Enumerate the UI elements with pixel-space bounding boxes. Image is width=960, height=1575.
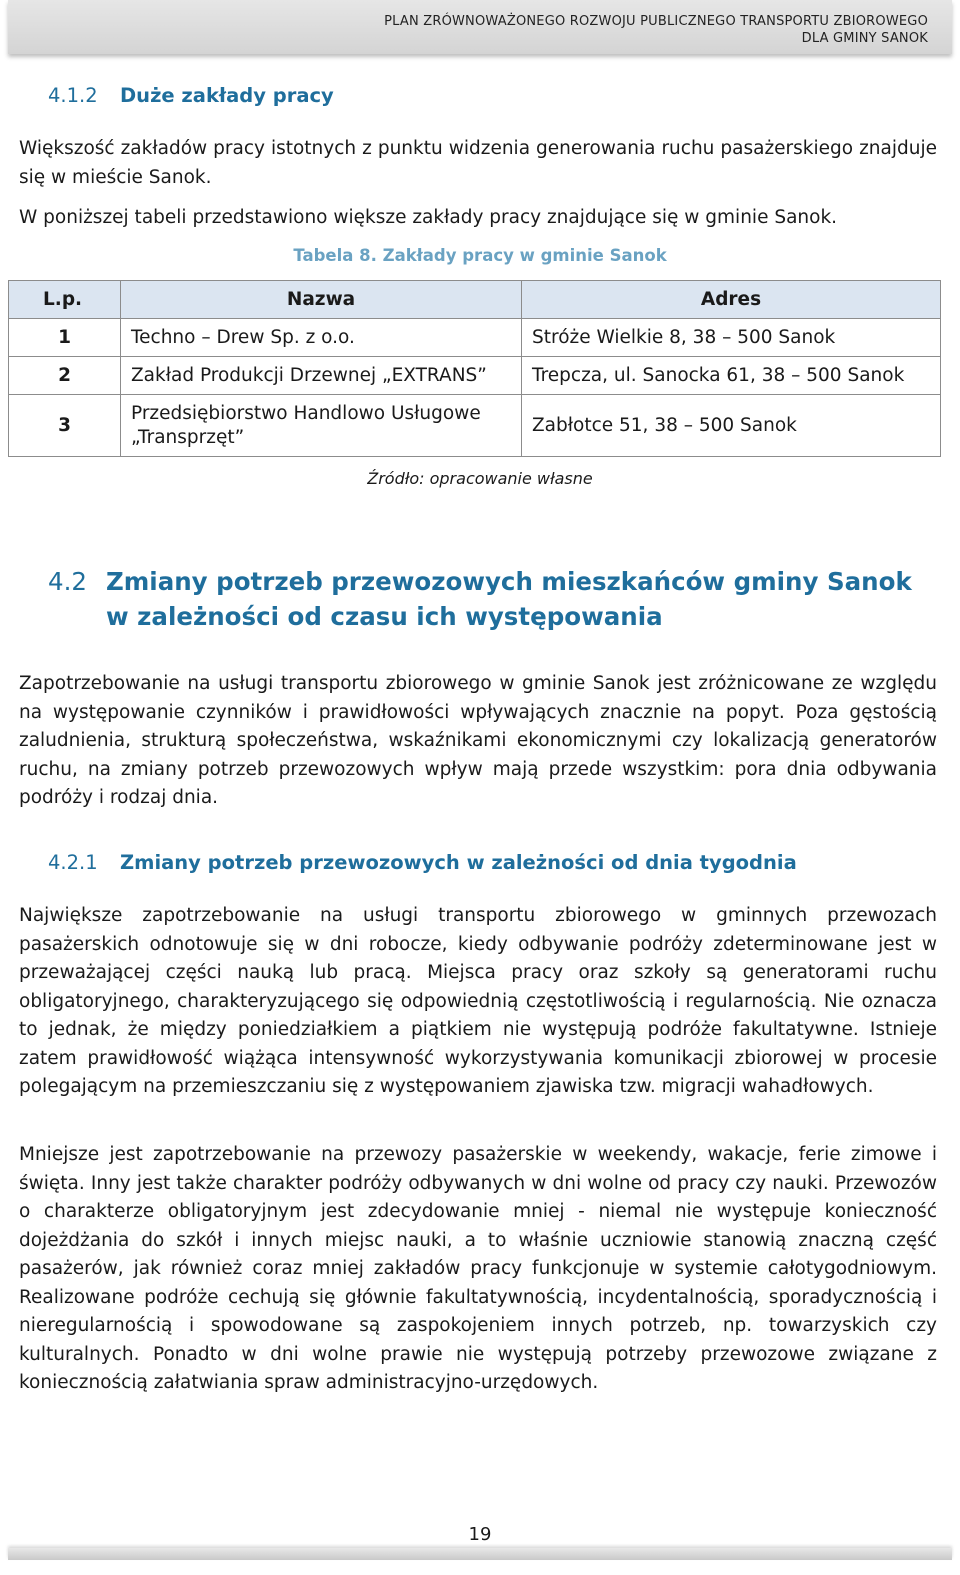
cell-address: Zabłotce 51, 38 – 500 Sanok: [522, 395, 941, 457]
header-line-2: DLA GMINY SANOK: [801, 31, 928, 46]
header-title: [384, 13, 928, 47]
table-source: Źródło: opracowanie własne: [367, 469, 593, 488]
section-title-line-1: Zmiany potrzeb przewozowych mieszkańców gminy Sanok: [106, 567, 912, 596]
cell-lp: 3: [9, 395, 121, 457]
cell-name: Przedsiębiorstwo Handlowo Usługowe „Transprzęt”: [121, 395, 522, 457]
cell-name: Zakład Produkcji Drzewnej „EXTRANS”: [121, 357, 522, 395]
cell-name: Techno – Drew Sp. z o.o.: [121, 319, 522, 357]
table-header-row: [9, 281, 941, 319]
section-heading-4-2: [48, 564, 912, 634]
cell-lp: 1: [9, 319, 121, 357]
table-caption: Tabela 8. Zakłady pracy w gminie Sanok: [293, 246, 667, 265]
paragraph-demand-variation: Zapotrzebowanie na usługi transportu zbiorowego w gminie Sanok jest zróżnicowane ze względu na występowanie czynników i prawidłowości wpływających znacznie na popyt. Poza gęstością zaludnienia, strukturą społeczeństwa, wskaźnikami ekonomicznymi czy lokalizacją generatorów ruchu, na zmiany potrzeb przewozowych wpływ mają przede wszystkim: pora dnia odbywania podróży i rodzaj dnia.: [19, 673, 937, 808]
table-row: [9, 395, 941, 457]
paragraph-intro: Większość zakładów pracy istotnych z punktu widzenia generowania ruchu pasażerskiego znajduje się w mieście Sanok.: [19, 138, 937, 188]
column-header-address: Adres: [522, 281, 941, 319]
section-title-line-2: w zależności od czasu ich występowania: [106, 602, 663, 631]
section-heading-4-2-1: [48, 851, 797, 874]
section-number: 4.1.2: [48, 84, 98, 107]
paragraph-workdays: Największe zapotrzebowanie na usługi transportu zbiorowego w gminnych przewozach pasażerskich odnotowuje się w dni robocze, kiedy odbywanie podróży zdeterminowane jest w przeważającej części nauką lub pracą. Miejsca pracy oraz szkoły są generatorami ruchu obligatoryjnego, charakteryzującego się odpowiednią częstotliwością i regularnością. Nie oznacza to jednak, że między poniedziałkiem a piątkiem nie występują podróże fakultatywne. Istnieje zatem prawidłowość wiążąca intensywność wykorzystywania komunikacji zbiorowej w procesie polegającym na przemieszczaniu się z występowaniem zjawiska tzw. migracji wahadłowych.: [19, 905, 937, 1097]
page-number: 19: [468, 1524, 492, 1545]
table-row: [9, 357, 941, 395]
page-header: [8, 0, 952, 54]
section-title: Duże zakłady pracy: [120, 84, 334, 107]
cell-lp: 2: [9, 357, 121, 395]
section-number: 4.2: [48, 567, 87, 596]
paragraph-weekends: Mniejsze jest zapotrzebowanie na przewozy pasażerskie w weekendy, wakacje, ferie zimowe i święta. Inny jest także charakter podróży odbywanych w dni wolne od pracy czy nauki. Przewozów o charakterze obligatoryjnym jest zdecydowanie mniej - niemal nie występuje konieczność dojeżdżania do szkół i innych miejsc nauki, a to właśnie uczniowie stanowią znaczną część pasażerów, jak również coraz mniej zakładów pracy funkcjonuje w systemie całotygodniowym. Realizowane podróże cechują się głównie fakultatywnością, incydentalnością, sporadycznością i nieregularnością i spowodowane są zaspokojeniem innych potrzeb, np. towarzyskich czy kulturalnych. Ponadto w dni wolne prawie nie występują potrzeby przewozowe związane z koniecznością załatwiania spraw administracyjno-urzędowych.: [19, 1144, 937, 1393]
workplaces-table: [8, 280, 941, 457]
table-row: [9, 319, 941, 357]
section-title: Zmiany potrzeb przewozowych w zależności od dnia tygodnia: [120, 851, 797, 874]
paragraph-table-intro: W poniższej tabeli przedstawiono większe zakłady pracy znajdujące się w gminie Sanok.: [19, 207, 838, 228]
cell-address: Stróże Wielkie 8, 38 – 500 Sanok: [522, 319, 941, 357]
section-heading-4-1-2: [48, 84, 334, 107]
column-header-lp: L.p.: [9, 281, 121, 319]
page-footer: [8, 1548, 952, 1560]
section-number: 4.2.1: [48, 851, 98, 874]
cell-address: Trepcza, ul. Sanocka 61, 38 – 500 Sanok: [522, 357, 941, 395]
header-line-1: PLAN ZRÓWNOWAŻONEGO ROZWOJU PUBLICZNEGO TRANSPORTU ZBIOROWEGO: [384, 14, 928, 29]
column-header-name: Nazwa: [121, 281, 522, 319]
